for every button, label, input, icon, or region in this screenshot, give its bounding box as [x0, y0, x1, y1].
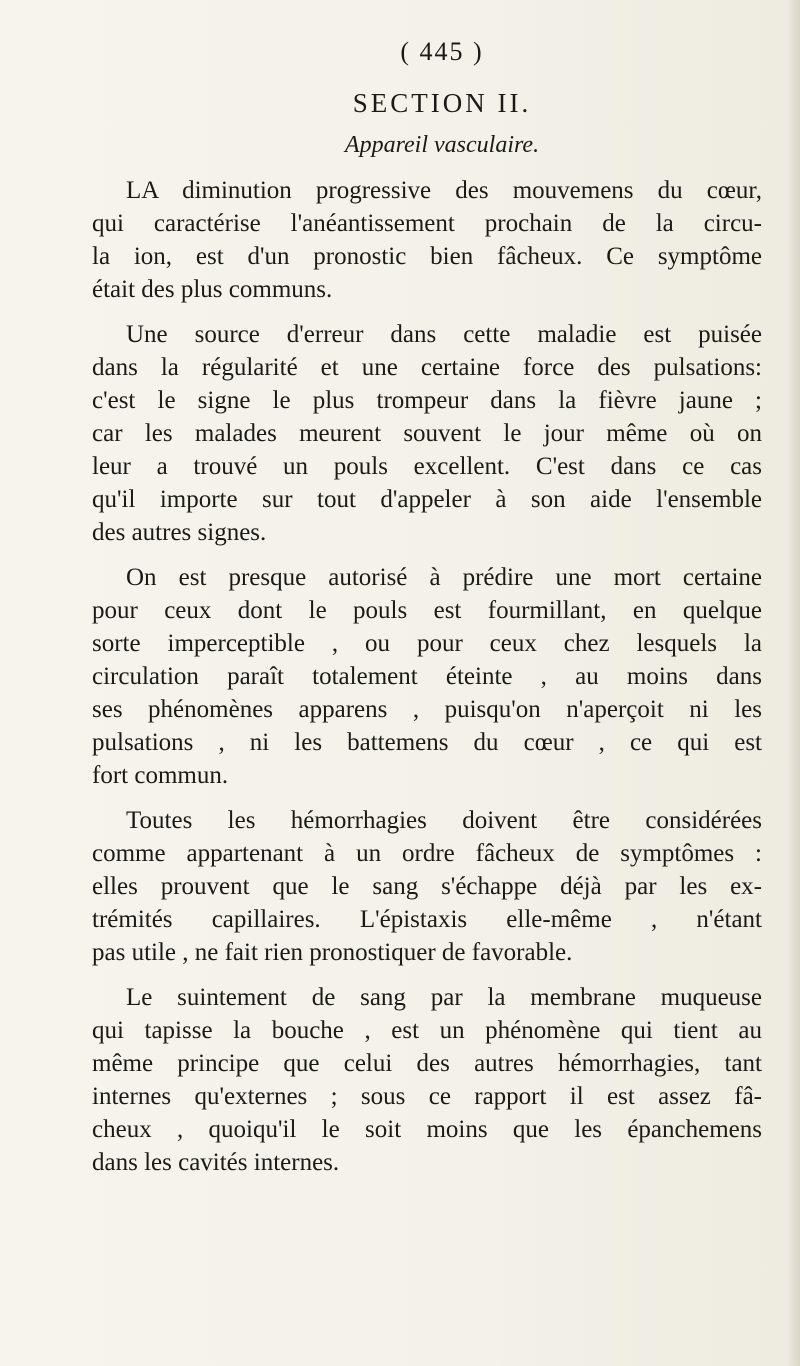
text-line: leur a trouvé un pouls excellent. C'est dans ce cas [92, 453, 762, 480]
text-line: fort commun. [92, 762, 229, 789]
text-line: Une source d'erreur dans cette maladie est puisée [126, 321, 762, 348]
paragraph [92, 174, 762, 306]
text-line: elles prouvent que le sang s'échappe déjà par les ex- [92, 873, 762, 900]
text-line: Le suintement de sang par la membrane muqueuse [126, 984, 762, 1011]
page-text-block [92, 32, 762, 1179]
text-line: internes qu'externes ; sous ce rapport il est assez fâ- [92, 1083, 762, 1110]
text-line: sorte imperceptible , ou pour ceux chez lesquels la [92, 630, 762, 657]
section-subtitle: Appareil vasculaire. [344, 132, 540, 158]
text-line: dans la régularité et une certaine force des pulsations: [92, 354, 762, 381]
text-line: qui tapisse la bouche , est un phénomène qui tient au [92, 1017, 762, 1044]
text-line: des autres signes. [92, 519, 267, 546]
paragraph [92, 804, 762, 969]
text-line: qui caractérise l'anéantissement prochain de la circu- [92, 210, 762, 237]
text-line: qu'il importe sur tout d'appeler à son aide l'ensemble [92, 486, 762, 513]
text-line: car les malades meurent souvent le jour même où on [92, 420, 762, 447]
text-line: la ion, est d'un pronostic bien fâcheux. Ce symptôme [92, 243, 762, 270]
paragraph [92, 561, 762, 792]
text-line: ses phénomènes apparens , puisqu'on n'aperçoit ni les [92, 696, 762, 723]
text-line: Toutes les hémorrhagies doivent être considérées [126, 807, 762, 834]
body-text [92, 174, 762, 1179]
page-number: ( 445 ) [400, 37, 484, 66]
text-line: pour ceux dont le pouls est fourmillant, en quelque [92, 597, 762, 624]
text-line: circulation paraît totalement éteinte , au moins dans [92, 663, 762, 690]
text-line: cheux , quoiqu'il le soit moins que les épanchemens [92, 1116, 762, 1143]
text-line: était des plus communs. [92, 276, 333, 303]
text-line: pas utile , ne fait rien pronostiquer de favorable. [92, 939, 573, 966]
text-line: même principe que celui des autres hémorrhagies, tant [92, 1050, 762, 1077]
text-line: dans les cavités internes. [92, 1149, 340, 1176]
paragraph [92, 318, 762, 549]
text-line: c'est le signe le plus trompeur dans la fièvre jaune ; [92, 387, 762, 414]
section-title: SECTION II. [352, 88, 532, 118]
paragraph [92, 981, 762, 1179]
text-line: comme appartenant à un ordre fâcheux de symptômes : [92, 840, 762, 867]
text-line: On est presque autorisé à prédire une mort certaine [126, 564, 762, 591]
text-line: LA diminution progressive des mouvemens du cœur, [126, 177, 762, 204]
page-edge-shadow [786, 0, 800, 1366]
text-line: pulsations , ni les battemens du cœur , ce qui est [92, 729, 762, 756]
text-line: trémités capillaires. L'épistaxis elle-même , n'étant [92, 906, 762, 933]
